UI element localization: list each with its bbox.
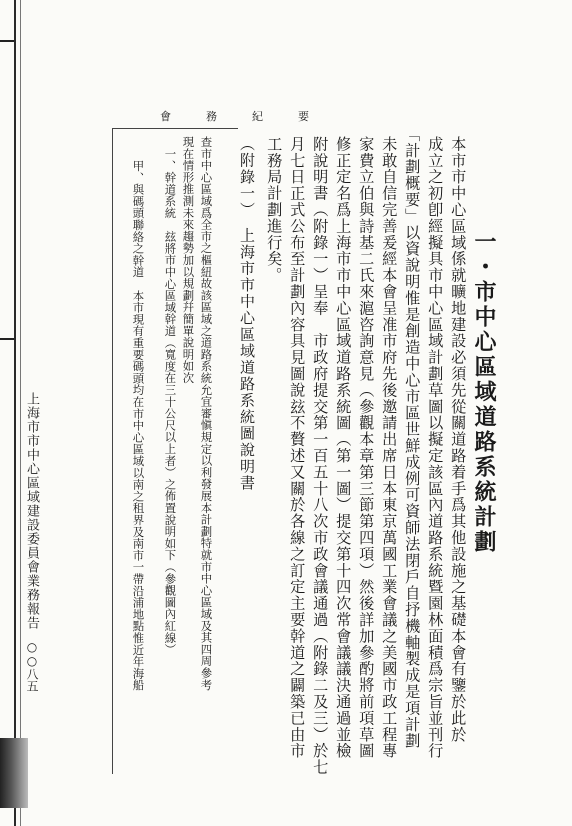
body-column: 月七日正式公布至計劃內容具見圖說玆不贅述又關於各線之訂定主要幹道之闢築已由市 <box>288 136 307 760</box>
body-column: 工務局計劃進行矣。 <box>265 136 284 284</box>
appendix-heading: （附錄一） 上海市市中心區域道路系統圖說明書 <box>238 136 256 492</box>
running-head: 會 務 紀 要 <box>160 110 321 123</box>
body-column: 未敢自信完善爰經本會呈准市府先後邀請出席日本東京萬國工業會議之美國市政工程專 <box>380 136 399 760</box>
section-divider <box>112 128 113 774</box>
binding-edge-inner <box>20 0 21 826</box>
body-column: 「計劃概要」以資說明惟是創造中心市區世鮮成例可資師法閉戶自抒機軸製成是項計劃 <box>403 126 422 750</box>
appendix-column: 查市中心區域爲全市之樞紐故該區域之道路系統允宜審愼規定以利發展本計劃特就市中心區域及其四周參考 <box>199 136 214 691</box>
page-number: ○○八五 <box>25 640 39 692</box>
header-rule <box>113 128 238 129</box>
body-column: 成立之初卽經擬具市中心區域計劃草圖以擬定該區內道路系統暨園林面積爲宗旨並刊行 <box>426 136 445 760</box>
report-title: 上海市市中心區域建設委員會業務報告 <box>24 392 39 630</box>
body-column: 修正定名爲上海市市中心區域道路系統圖（第一圖）提交第十四次常會議議決通過並檢 <box>334 136 353 760</box>
body-column: 家費立伯與詩基二氏來滬咨詢意見（參觀本章第三節第四項）然後詳加參酌將前項草圖 <box>357 136 376 760</box>
scan-shadow <box>0 738 28 808</box>
section-heading: 一・市中心區域道路系統計劃 <box>471 230 497 555</box>
body-column: 本市市中心區域係就曠地建設必須先從關道路着手爲其他設施之基礎本會有鑒於此於 <box>449 136 468 743</box>
margin-mark <box>0 40 14 42</box>
margin-mark <box>0 338 14 340</box>
appendix-column: 甲、與碼頭聯絡之幹道 本市現有重要碼頭均在市中心區域以南之租界及南市一帶沿浦地點惟近年海船 <box>131 160 146 691</box>
appendix-column: 現在情形推測未來趨勢加以規劃幷簡單說明如次 <box>181 136 196 384</box>
body-column: 附說明書（附錄一）呈奉 市政府提交第一百五十八次市政會議通過（附錄二及三）於七 <box>311 136 330 776</box>
binding-edge <box>14 0 16 826</box>
appendix-column: 一、幹道系統 玆將市中心區域幹道（寬度在三十公尺以上者）之佈置說明如下（參觀圖內紅線） <box>163 148 178 656</box>
